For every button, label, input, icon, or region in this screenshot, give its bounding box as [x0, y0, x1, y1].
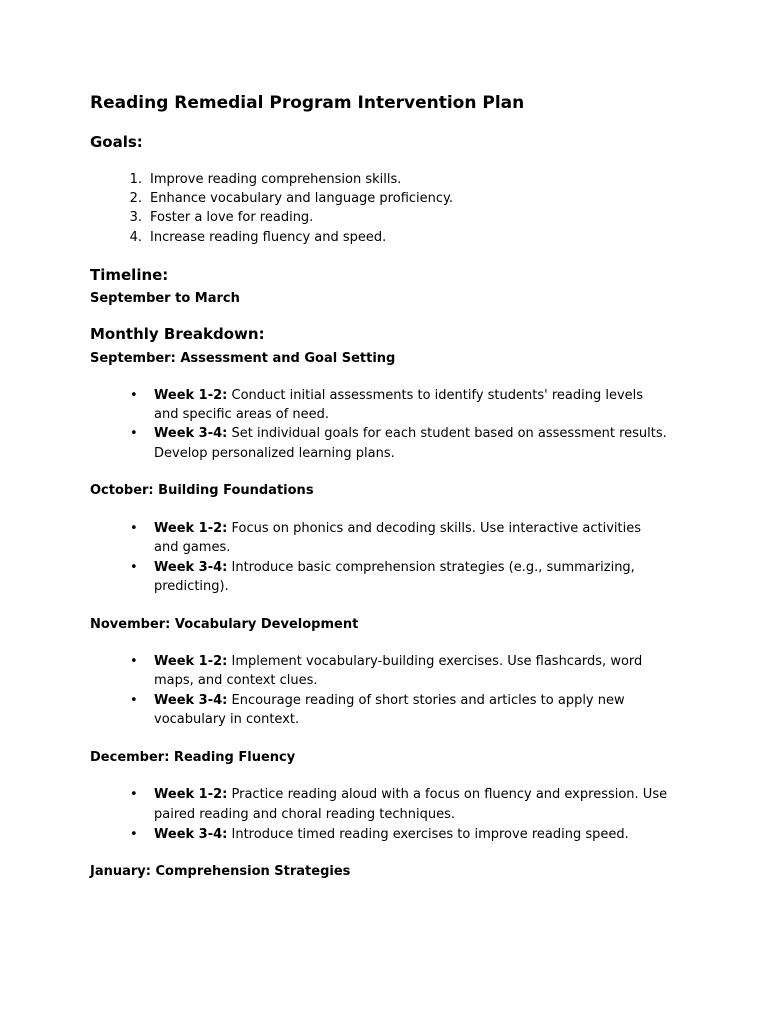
week-text: Set individual goals for each student based on assessment results.	[227, 426, 667, 441]
week-label: Week 3-4:	[154, 827, 228, 842]
week-text: Introduce basic comprehension strategies (e.g., summarizing,	[227, 560, 635, 575]
week-text: Practice reading aloud with a focus on fluency and expression. Use	[227, 787, 668, 802]
goals-heading: Goals:	[90, 133, 143, 151]
bullet-icon: •	[130, 787, 138, 802]
week-text: Focus on phonics and decoding skills. Use interactive activities	[227, 521, 642, 536]
week-label: Week 3-4:	[154, 693, 228, 708]
week-text: Introduce timed reading exercises to improve reading speed.	[227, 827, 629, 842]
month-heading-january: January: Comprehension Strategies	[90, 864, 351, 879]
month-heading-december: December: Reading Fluency	[90, 750, 296, 765]
week-label: Week 1-2:	[154, 521, 228, 536]
bullet-icon: •	[130, 521, 138, 536]
month-heading-september: September: Assessment and Goal Setting	[90, 351, 396, 366]
week-item	[154, 826, 629, 844]
week-text: Conduct initial assessments to identify students' reading levels	[227, 388, 644, 403]
week-text-continued: vocabulary in context.	[154, 712, 300, 727]
month-heading-october: October: Building Foundations	[90, 483, 314, 498]
bullet-icon: •	[130, 560, 138, 575]
week-item	[154, 786, 667, 804]
week-item	[154, 559, 635, 577]
week-label: Week 1-2:	[154, 388, 228, 403]
week-label: Week 1-2:	[154, 654, 228, 669]
bullet-icon: •	[130, 693, 138, 708]
week-item	[154, 387, 643, 405]
goal-item: Foster a love for reading.	[150, 210, 314, 225]
week-item	[154, 425, 667, 443]
week-text-continued: predicting).	[154, 579, 229, 594]
week-text-continued: and games.	[154, 540, 231, 555]
week-text: Implement vocabulary-building exercises. Use flashcards, word	[227, 654, 643, 669]
week-text-continued: maps, and context clues.	[154, 673, 318, 688]
week-text: Encourage reading of short stories and articles to apply new	[227, 693, 625, 708]
goal-item: Improve reading comprehension skills.	[150, 172, 402, 187]
week-label: Week 1-2:	[154, 787, 228, 802]
week-item	[154, 692, 625, 710]
bullet-icon: •	[130, 426, 138, 441]
monthly-breakdown-heading: Monthly Breakdown:	[90, 325, 265, 343]
month-heading-november: November: Vocabulary Development	[90, 617, 359, 632]
goal-number: 2.	[129, 191, 142, 206]
week-item	[154, 653, 642, 671]
week-text-continued: Develop personalized learning plans.	[154, 446, 395, 461]
week-label: Week 3-4:	[154, 426, 228, 441]
goal-number: 1.	[129, 172, 142, 187]
document-title: Reading Remedial Program Intervention Plan	[90, 93, 525, 113]
week-item	[154, 520, 641, 538]
goal-number: 3.	[129, 210, 142, 225]
goal-number: 4.	[129, 230, 142, 245]
week-label: Week 3-4:	[154, 560, 228, 575]
goal-item: Increase reading fluency and speed.	[150, 230, 387, 245]
week-text-continued: and specific areas of need.	[154, 407, 330, 422]
week-text-continued: paired reading and choral reading techniques.	[154, 807, 456, 822]
timeline-heading: Timeline:	[90, 266, 169, 284]
bullet-icon: •	[130, 388, 138, 403]
bullet-icon: •	[130, 827, 138, 842]
goal-item: Enhance vocabulary and language proficiency.	[150, 191, 453, 206]
timeline-range: September to March	[90, 291, 240, 306]
bullet-icon: •	[130, 654, 138, 669]
